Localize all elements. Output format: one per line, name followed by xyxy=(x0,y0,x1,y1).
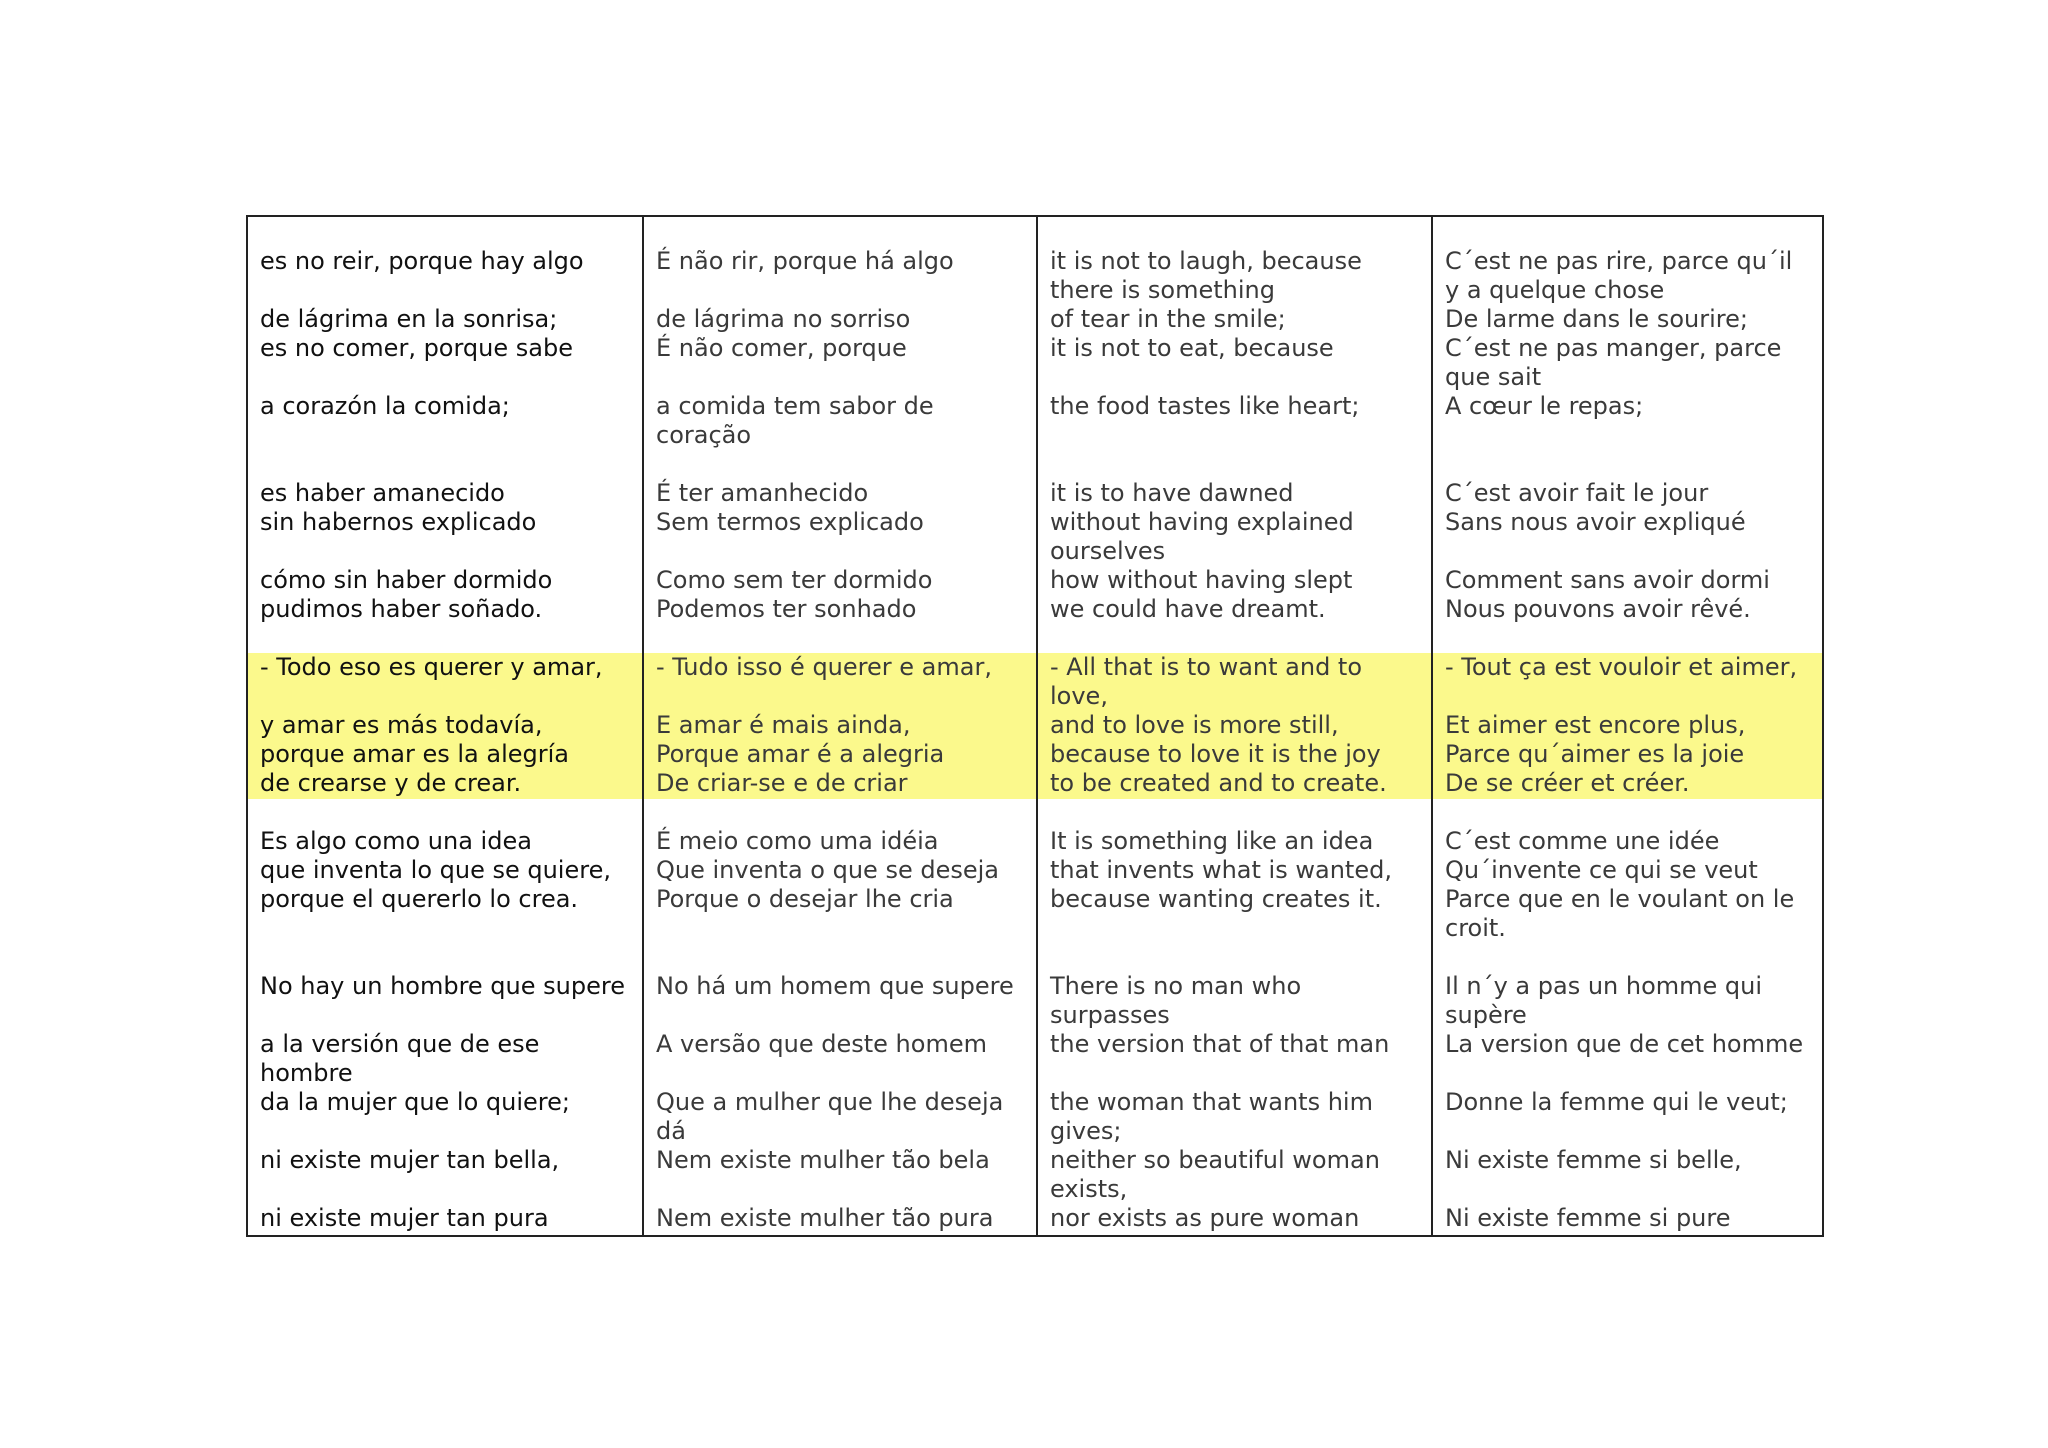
verse-line: croit. xyxy=(1445,914,1506,942)
verse-line: De larme dans le sourire; xyxy=(1445,305,1748,333)
verse-line: we could have dreamt. xyxy=(1050,595,1326,623)
verse-line xyxy=(1050,943,1421,972)
verse-line: A versão que deste homem xyxy=(656,1030,987,1058)
verse-line: es no comer, porque sabe xyxy=(260,334,573,362)
verse-line xyxy=(1445,943,1812,972)
verse-line: de lágrima no sorriso xyxy=(656,305,911,333)
verse-line: E amar é mais ainda, xyxy=(656,711,911,739)
verse-line: surpasses xyxy=(1050,1001,1170,1029)
verse-line: porque el quererlo lo crea. xyxy=(260,885,579,913)
verse-line xyxy=(260,537,632,566)
verse-line: Qu´invente ce qui se veut xyxy=(1445,856,1758,884)
verse-line: pudimos haber soñado. xyxy=(260,595,543,623)
verse-line: it is to have dawned xyxy=(1050,479,1294,507)
verse-line: Nous pouvons avoir rêvé. xyxy=(1445,595,1751,623)
verse-line: how without having slept xyxy=(1050,566,1353,594)
verse-line: Porque o desejar lhe cria xyxy=(656,885,954,913)
verse-line xyxy=(1050,363,1421,392)
verse-line: No hay un hombre que supere xyxy=(260,972,625,1000)
verse-line: Como sem ter dormido xyxy=(656,566,933,594)
lines-english xyxy=(1038,217,1431,1233)
lines-portuguese xyxy=(644,217,1036,1233)
verse-line xyxy=(1050,421,1421,450)
verse-line: C´est comme une idée xyxy=(1445,827,1720,855)
verse-line: and to love is more still, xyxy=(1050,711,1339,739)
verse-line xyxy=(260,276,632,305)
verse-line: ourselves xyxy=(1050,537,1166,565)
verse-line: C´est ne pas rire, parce qu´il xyxy=(1445,247,1793,275)
column-spanish xyxy=(248,217,642,1235)
verse-line: y amar es más todavía, xyxy=(260,711,543,739)
verse-line xyxy=(1445,421,1812,450)
verse-line xyxy=(656,624,1026,653)
verse-line: Nem existe mulher tão bela xyxy=(656,1146,990,1174)
verse-line xyxy=(1445,1175,1812,1204)
verse-line: - Todo eso es querer y amar, xyxy=(260,653,603,681)
verse-line: Ni existe femme si belle, xyxy=(1445,1146,1742,1174)
verse-line: Ni existe femme si pure xyxy=(1445,1204,1731,1232)
column-english xyxy=(1036,217,1431,1235)
verse-line xyxy=(260,914,632,943)
verse-line: it is not to eat, because xyxy=(1050,334,1334,362)
verse-line: without having explained xyxy=(1050,508,1354,536)
verse-line: que inventa lo que se quiere, xyxy=(260,856,611,884)
verse-line: de lágrima en la sonrisa; xyxy=(260,305,558,333)
verse-line: Es algo como una idea xyxy=(260,827,532,855)
verse-line xyxy=(656,1001,1026,1030)
verse-line: a comida tem sabor de xyxy=(656,392,934,420)
verse-line: y a quelque chose xyxy=(1445,276,1665,304)
verse-line: - Tudo isso é querer e amar, xyxy=(656,653,992,681)
verse-line: Porque amar é a alegria xyxy=(656,740,945,768)
verse-line: No há um homem que supere xyxy=(656,972,1014,1000)
verse-line: supère xyxy=(1445,1001,1527,1029)
verse-line: - All that is to want and to xyxy=(1050,653,1363,681)
verse-line: of tear in the smile; xyxy=(1050,305,1286,333)
verse-line xyxy=(260,798,632,827)
verse-line: Comment sans avoir dormi xyxy=(1445,566,1770,594)
verse-line xyxy=(260,682,632,711)
verse-line: to be created and to create. xyxy=(1050,769,1387,797)
verse-line: gives; xyxy=(1050,1117,1122,1145)
column-french xyxy=(1431,217,1822,1235)
verse-line xyxy=(1050,914,1421,943)
verse-line xyxy=(1445,798,1812,827)
verse-line: La version que de cet homme xyxy=(1445,1030,1804,1058)
verse-line: it is not to laugh, because xyxy=(1050,247,1362,275)
verse-line: Sem termos explicado xyxy=(656,508,924,536)
verse-line: porque amar es la alegría xyxy=(260,740,570,768)
verse-line xyxy=(656,537,1026,566)
verse-line: De se créer et créer. xyxy=(1445,769,1690,797)
verse-line xyxy=(1445,1059,1812,1088)
verse-line: da la mujer que lo quiere; xyxy=(260,1088,570,1116)
verse-line: It is something like an idea xyxy=(1050,827,1374,855)
verse-line: a la versión que de ese xyxy=(260,1030,540,1058)
verse-line xyxy=(1445,450,1812,479)
verse-line xyxy=(260,624,632,653)
verse-line: A cœur le repas; xyxy=(1445,392,1644,420)
verse-line: ni existe mujer tan bella, xyxy=(260,1146,560,1174)
verse-line: dá xyxy=(656,1117,686,1145)
verse-line: Nem existe mulher tão pura xyxy=(656,1204,994,1232)
lines-spanish xyxy=(248,217,642,1233)
verse-line xyxy=(1050,624,1421,653)
verse-line xyxy=(260,1001,632,1030)
verse-line: C´est ne pas manger, parce xyxy=(1445,334,1782,362)
verse-line: sin habernos explicado xyxy=(260,508,537,536)
verse-line: De criar-se e de criar xyxy=(656,769,908,797)
verse-line: Parce que en le voulant on le xyxy=(1445,885,1795,913)
verse-line: that invents what is wanted, xyxy=(1050,856,1392,884)
verse-line: Podemos ter sonhado xyxy=(656,595,917,623)
verse-line xyxy=(1445,537,1812,566)
verse-line xyxy=(656,276,1026,305)
verse-line: love, xyxy=(1050,682,1108,710)
verse-line: Et aimer est encore plus, xyxy=(1445,711,1746,739)
verse-line xyxy=(260,1175,632,1204)
verse-line: the version that of that man xyxy=(1050,1030,1390,1058)
verse-line: É não rir, porque há algo xyxy=(656,247,954,275)
verse-line xyxy=(656,1059,1026,1088)
verse-line: de crearse y de crear. xyxy=(260,769,522,797)
verse-line: Que a mulher que lhe deseja xyxy=(656,1088,1004,1116)
verse-line xyxy=(260,450,632,479)
verse-line: ni existe mujer tan pura xyxy=(260,1204,549,1232)
verse-line xyxy=(1050,450,1421,479)
verse-line xyxy=(656,450,1026,479)
verse-line xyxy=(656,363,1026,392)
verse-line: Sans nous avoir expliqué xyxy=(1445,508,1746,536)
verse-line: Donne la femme qui le veut; xyxy=(1445,1088,1788,1116)
verse-line xyxy=(656,1175,1026,1204)
verse-line: exists, xyxy=(1050,1175,1128,1203)
verse-line: Il n´y a pas un homme qui xyxy=(1445,972,1763,1000)
lines-french xyxy=(1433,217,1822,1233)
verse-line: the woman that wants him xyxy=(1050,1088,1373,1116)
verse-line xyxy=(260,363,632,392)
verse-line xyxy=(656,943,1026,972)
verse-line xyxy=(656,798,1026,827)
verse-line: - Tout ça est vouloir et aimer, xyxy=(1445,653,1798,681)
verse-line xyxy=(656,682,1026,711)
verse-line: É meio como uma idéia xyxy=(656,827,939,855)
verse-line xyxy=(656,914,1026,943)
verse-line xyxy=(260,1117,632,1146)
column-portuguese xyxy=(642,217,1036,1235)
verse-line xyxy=(1445,624,1812,653)
verse-line: nor exists as pure woman xyxy=(1050,1204,1360,1232)
verse-line: a corazón la comida; xyxy=(260,392,510,420)
verse-line: coração xyxy=(656,421,752,449)
verse-line: Que inventa o que se deseja xyxy=(656,856,999,884)
verse-line: neither so beautiful woman xyxy=(1050,1146,1380,1174)
verse-line xyxy=(1050,1059,1421,1088)
verse-line: C´est avoir fait le jour xyxy=(1445,479,1709,507)
verse-line xyxy=(260,943,632,972)
verse-line: es no reir, porque hay algo xyxy=(260,247,584,275)
verse-line xyxy=(260,421,632,450)
verse-line: É não comer, porque xyxy=(656,334,907,362)
verse-line xyxy=(1445,682,1812,711)
verse-line: que sait xyxy=(1445,363,1542,391)
verse-line: cómo sin haber dormido xyxy=(260,566,553,594)
verse-line: there is something xyxy=(1050,276,1275,304)
verse-line: because wanting creates it. xyxy=(1050,885,1382,913)
verse-line: É ter amanhecido xyxy=(656,479,869,507)
verse-line xyxy=(1445,1117,1812,1146)
verse-line: es haber amanecido xyxy=(260,479,505,507)
verse-line: There is no man who xyxy=(1050,972,1302,1000)
verse-line: because to love it is the joy xyxy=(1050,740,1381,768)
verse-line xyxy=(1050,798,1421,827)
verse-line: Parce qu´aimer es la joie xyxy=(1445,740,1745,768)
verse-line: the food tastes like heart; xyxy=(1050,392,1360,420)
verse-line: hombre xyxy=(260,1059,353,1087)
poem-translation-table xyxy=(246,215,1824,1237)
